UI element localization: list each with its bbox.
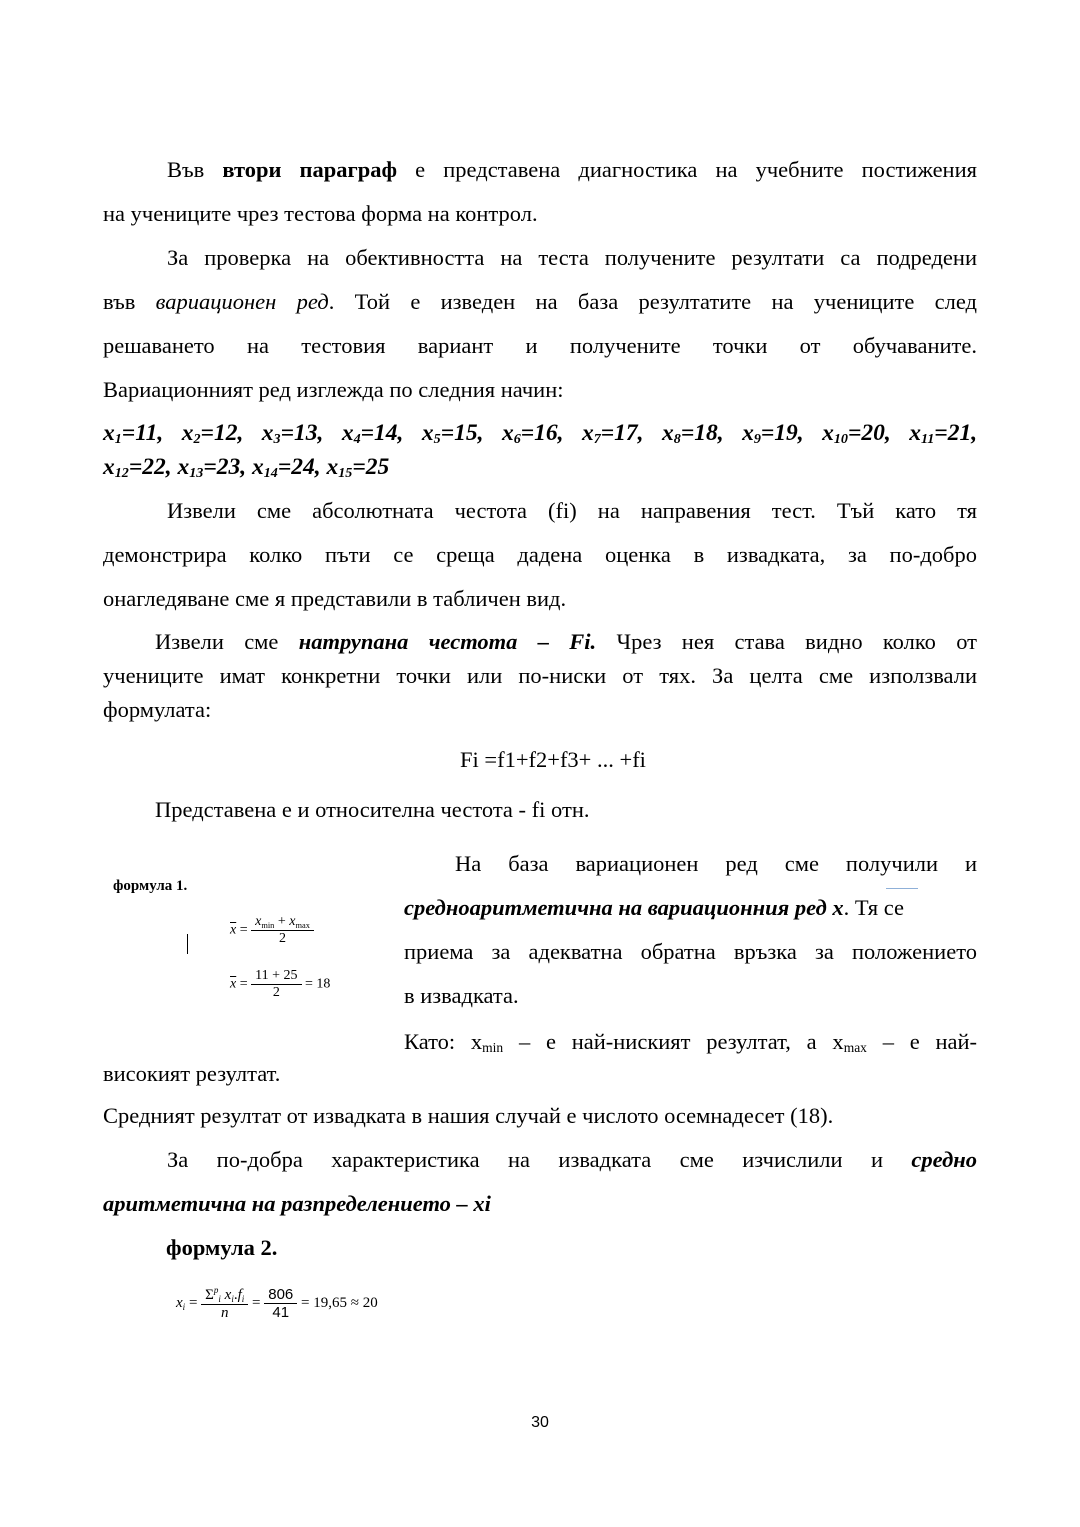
paragraph-2-line-1: За проверка на обективността на теста получените резултати са подредени [167, 245, 977, 270]
formula-2-label: формула 2. [166, 1235, 278, 1260]
page-number: 30 [531, 1414, 549, 1431]
paragraph-6-line-6: високият резултат. [103, 1061, 281, 1086]
fraction-806-41: $\frac{806}{41}$ [264, 1286, 297, 1321]
paragraph-3-line-1: Извели сме абсолютната честота (fi) на направения тест. Тъй като тя [167, 498, 977, 523]
series-item-15: $x_{15}=25$ [326, 454, 390, 481]
formula-1-mean-definition: $\overline{x}$ = $\frac{x_{min} + x_{max}}{2}$ [230, 914, 314, 947]
paragraph-6-line-4: в извадката. [404, 983, 519, 1008]
fraction-sum: $\frac{\Sigma^p_i x_i.f_i}{n}$ [201, 1285, 248, 1322]
fraction-11-25: $\frac{11 + 25}{2}$ [251, 968, 301, 1001]
cumulative-frequency-formula: Fi =f1+f2+f3+ ... +fi [460, 747, 646, 772]
paragraph-6-line-2: средноаритметична на вариационния ред х. Тя се [404, 895, 904, 920]
series-item-13: $x_{13}=23$, [177, 454, 247, 481]
paragraph-6-line-1: На база вариационен ред сме получили и [455, 851, 977, 876]
bold-term: втори параграф [222, 157, 398, 182]
series-item-2: $x_2=12$, [181, 420, 244, 447]
formula-1-mean-value: $\overline{x}$ = $\frac{11 + 25}{2}$ = 18 [230, 968, 331, 1000]
paragraph-8-line-1: За по-добра характеристика на извадката сме изчислили и средно [167, 1147, 977, 1172]
x-bar-symbol: $\overline{x}$ [230, 922, 237, 938]
formula-2: $x_i$ = $\frac{\Sigma^p_i x_i.f_i}{n}$ = $\frac{806}{41}$ = 19,65 ≈ 20 [176, 1285, 378, 1321]
paragraph-4-line-1: Извели сме натрупана честота – Fi. Чрез нея става видно колко от [155, 629, 977, 654]
bold-italic-term: средно [911, 1147, 977, 1172]
series-item-6: $x_6=16$, [501, 420, 564, 447]
bold-italic-term: средноаритметична на вариационния ред х [404, 895, 844, 920]
italic-term: вариационен ред [155, 289, 329, 314]
series-item-3: $x_3=13$, [261, 420, 324, 447]
paragraph-2-line-4: Вариационният ред изглежда по следния начин: [103, 377, 564, 402]
paragraph-3-line-3: онагледяване сме я представили в табличен вид. [103, 586, 567, 611]
paragraph-1-line-2: на учениците чрез тестова форма на контрол. [103, 201, 538, 226]
series-item-9: $x_9=19$, [742, 420, 804, 447]
paragraph-2-line-2: във вариационен ред. Той е изведен на база резултатите на учениците след [103, 289, 978, 314]
paragraph-5: Представена е и относителна честота - fi отн. [155, 797, 590, 822]
series-item-12: $x_{12}=22$, [103, 454, 172, 481]
bold-italic-term: натрупана честота – Fi. [298, 629, 597, 654]
cursor-mark [187, 934, 188, 954]
series-row-1 [103, 416, 977, 450]
paragraph-6-line-3: приема за адекватна обратна връзка за положението [404, 939, 977, 964]
variational-series [103, 416, 977, 484]
series-item-7: $x_7=17$, [581, 420, 644, 447]
paragraph-7: Средният резултат от извадката в нашия случай е числото осемнадесет (18). [103, 1103, 834, 1128]
series-item-4: $x_4=14$, [341, 420, 404, 447]
series-row-2 [103, 450, 977, 484]
series-item-5: $x_5=15$, [421, 420, 484, 447]
fraction-min-max: $\frac{x_{min} + x_{max}}{2}$ [251, 914, 314, 947]
paragraph-1-line-1: Във втори параграф е представена диагностика на учебните постижения [167, 157, 977, 182]
paragraph-2-line-3: решаването на тестовия вариант и получените точки от обучаваните. [103, 333, 977, 358]
paragraph-4-line-2: учениците имат конкретни точки или по-ниски от тях. За целта сме използвали [103, 663, 977, 688]
paragraph-8-line-2: аритметична на разпределението – xi [103, 1191, 491, 1216]
series-item-1: $x_1=11$, [103, 420, 164, 447]
formula-1-label: формула 1. [113, 878, 188, 894]
paragraph-4-line-3: формулата: [103, 697, 212, 722]
paragraph-6-line-5: Като: $x_{min}$ – е най-ниският резултат, а $x_{max}$ – е най- [404, 1029, 978, 1055]
series-item-10: $x_{10}=20$, [822, 420, 891, 447]
series-item-8: $x_8=18$, [662, 420, 724, 447]
paragraph-3-line-2: демонстрира колко пъти се среща дадена оценка в извадката, за по-добро [103, 542, 977, 567]
series-item-14: $x_{14}=24$, [252, 454, 321, 481]
series-item-11: $x_{11}=21$, [909, 420, 978, 447]
